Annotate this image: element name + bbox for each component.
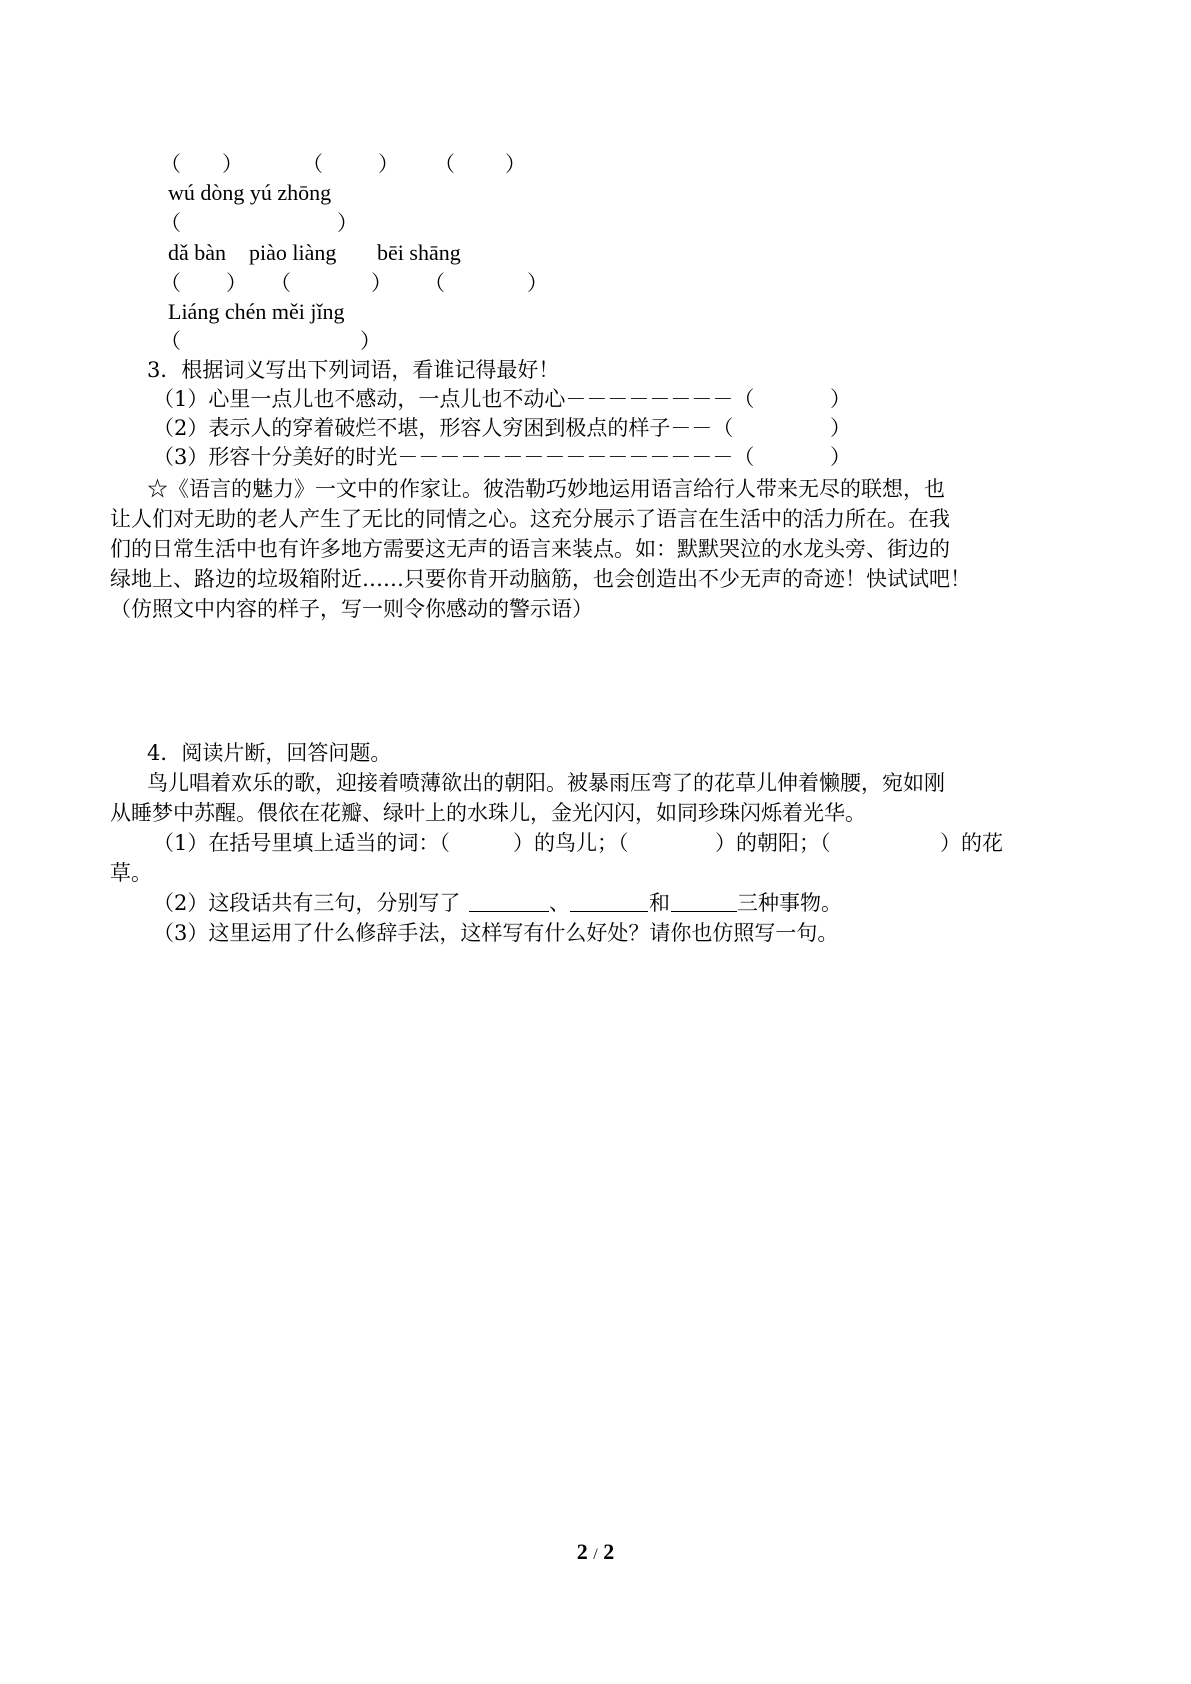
paren-close: ） xyxy=(360,329,381,353)
question-4-sub-1-part: （1）在括号里填上适当的词：（ xyxy=(153,831,450,855)
answer-blank[interactable] xyxy=(469,889,549,912)
question-3-item-2: （2）表示人的穿着破烂不堪，形容人穷困到极点的样子－－（ xyxy=(153,416,734,440)
question-4-sub-2-part: 和 xyxy=(649,891,670,915)
paren-close: ） xyxy=(378,152,399,176)
paren-open: （ xyxy=(302,152,323,176)
paren-close: ） xyxy=(505,152,526,176)
question-4-sub-2-part: 、 xyxy=(549,891,570,915)
paren-open: （ xyxy=(160,211,181,235)
paren-close: ） xyxy=(222,152,243,176)
question-4-sub-1-continuation: 草。 xyxy=(110,861,152,885)
star-paragraph-instruction: （仿照文中内容的样子，写一则令你感动的警示语） xyxy=(110,597,593,621)
page-total: 2 xyxy=(603,1539,615,1564)
star-paragraph-line: 们的日常生活中也有许多地方需要这无声的语言来装点。如：默默哭泣的水龙头旁、街边的 xyxy=(110,537,950,561)
answer-blank[interactable] xyxy=(671,889,737,912)
question-4-sub-3: （3）这里运用了什么修辞手法，这样写有什么好处？请你也仿照写一句。 xyxy=(153,921,839,945)
paren-close: ） xyxy=(830,387,851,411)
question-3-item-1: （1）心里一点儿也不感动，一点儿也不动心－－－－－－－－（ xyxy=(153,387,755,411)
pinyin-beishang: bēi shāng xyxy=(377,240,461,265)
paren-close: ） xyxy=(830,416,851,440)
question-4-sub-1-part: ）的朝阳；（ xyxy=(715,831,831,855)
paren-close: ） xyxy=(371,271,392,295)
answer-blank[interactable] xyxy=(570,889,648,912)
pinyin-daban: dǎ bàn xyxy=(168,240,227,265)
paren-open: （ xyxy=(160,152,181,176)
page-number xyxy=(0,1539,1191,1565)
paren-open: （ xyxy=(270,271,291,295)
reading-passage-line: 鸟儿唱着欢乐的歌，迎接着喷薄欲出的朝阳。被暴雨压弯了的花草儿伸着懒腰，宛如刚 xyxy=(147,771,945,795)
pinyin-liangchenmeijing: Liáng chén měi jǐng xyxy=(168,299,345,324)
star-paragraph-line: 绿地上、路边的垃圾箱附近……只要你肯开动脑筋，也会创造出不少无声的奇迹！快试试吧！ xyxy=(110,567,971,591)
question-4-sub-2-part: 三种事物。 xyxy=(737,891,842,915)
pinyin-wudongyuzhong: wú dòng yú zhōng xyxy=(168,180,332,205)
pinyin-piaoliang: piào liàng xyxy=(249,240,337,265)
page-separator: / xyxy=(593,1546,598,1563)
paren-close: ） xyxy=(226,271,247,295)
page-current: 2 xyxy=(576,1539,588,1564)
question-4-sub-2-part: （2）这段话共有三句，分别写了 xyxy=(153,891,461,915)
star-paragraph-line: 让人们对无助的老人产生了无比的同情之心。这充分展示了语言在生活中的活力所在。在我 xyxy=(110,507,950,531)
question-3-title: 3．根据词义写出下列词语，看谁记得最好！ xyxy=(147,358,560,382)
paren-close: ） xyxy=(337,211,358,235)
question-3-item-3: （3）形容十分美好的时光－－－－－－－－－－－－－－－－（ xyxy=(153,445,755,469)
paren-open: （ xyxy=(160,271,181,295)
paren-open: （ xyxy=(434,152,455,176)
paren-close: ） xyxy=(830,445,851,469)
star-paragraph-line: ☆《语言的魅力》一文中的作家让。彼浩勒巧妙地运用语言给行人带来无尽的联想，也 xyxy=(147,477,945,501)
question-4-title: 4．阅读片断，回答问题。 xyxy=(147,741,392,765)
paren-close: ） xyxy=(527,271,548,295)
paren-open: （ xyxy=(424,271,445,295)
question-4-sub-1-part: ）的花 xyxy=(940,831,1003,855)
paren-open: （ xyxy=(160,329,181,353)
question-4-sub-1-part: ）的鸟儿；（ xyxy=(513,831,629,855)
reading-passage-line: 从睡梦中苏醒。偎依在花瓣、绿叶上的水珠儿，金光闪闪，如同珍珠闪烁着光华。 xyxy=(110,801,866,825)
